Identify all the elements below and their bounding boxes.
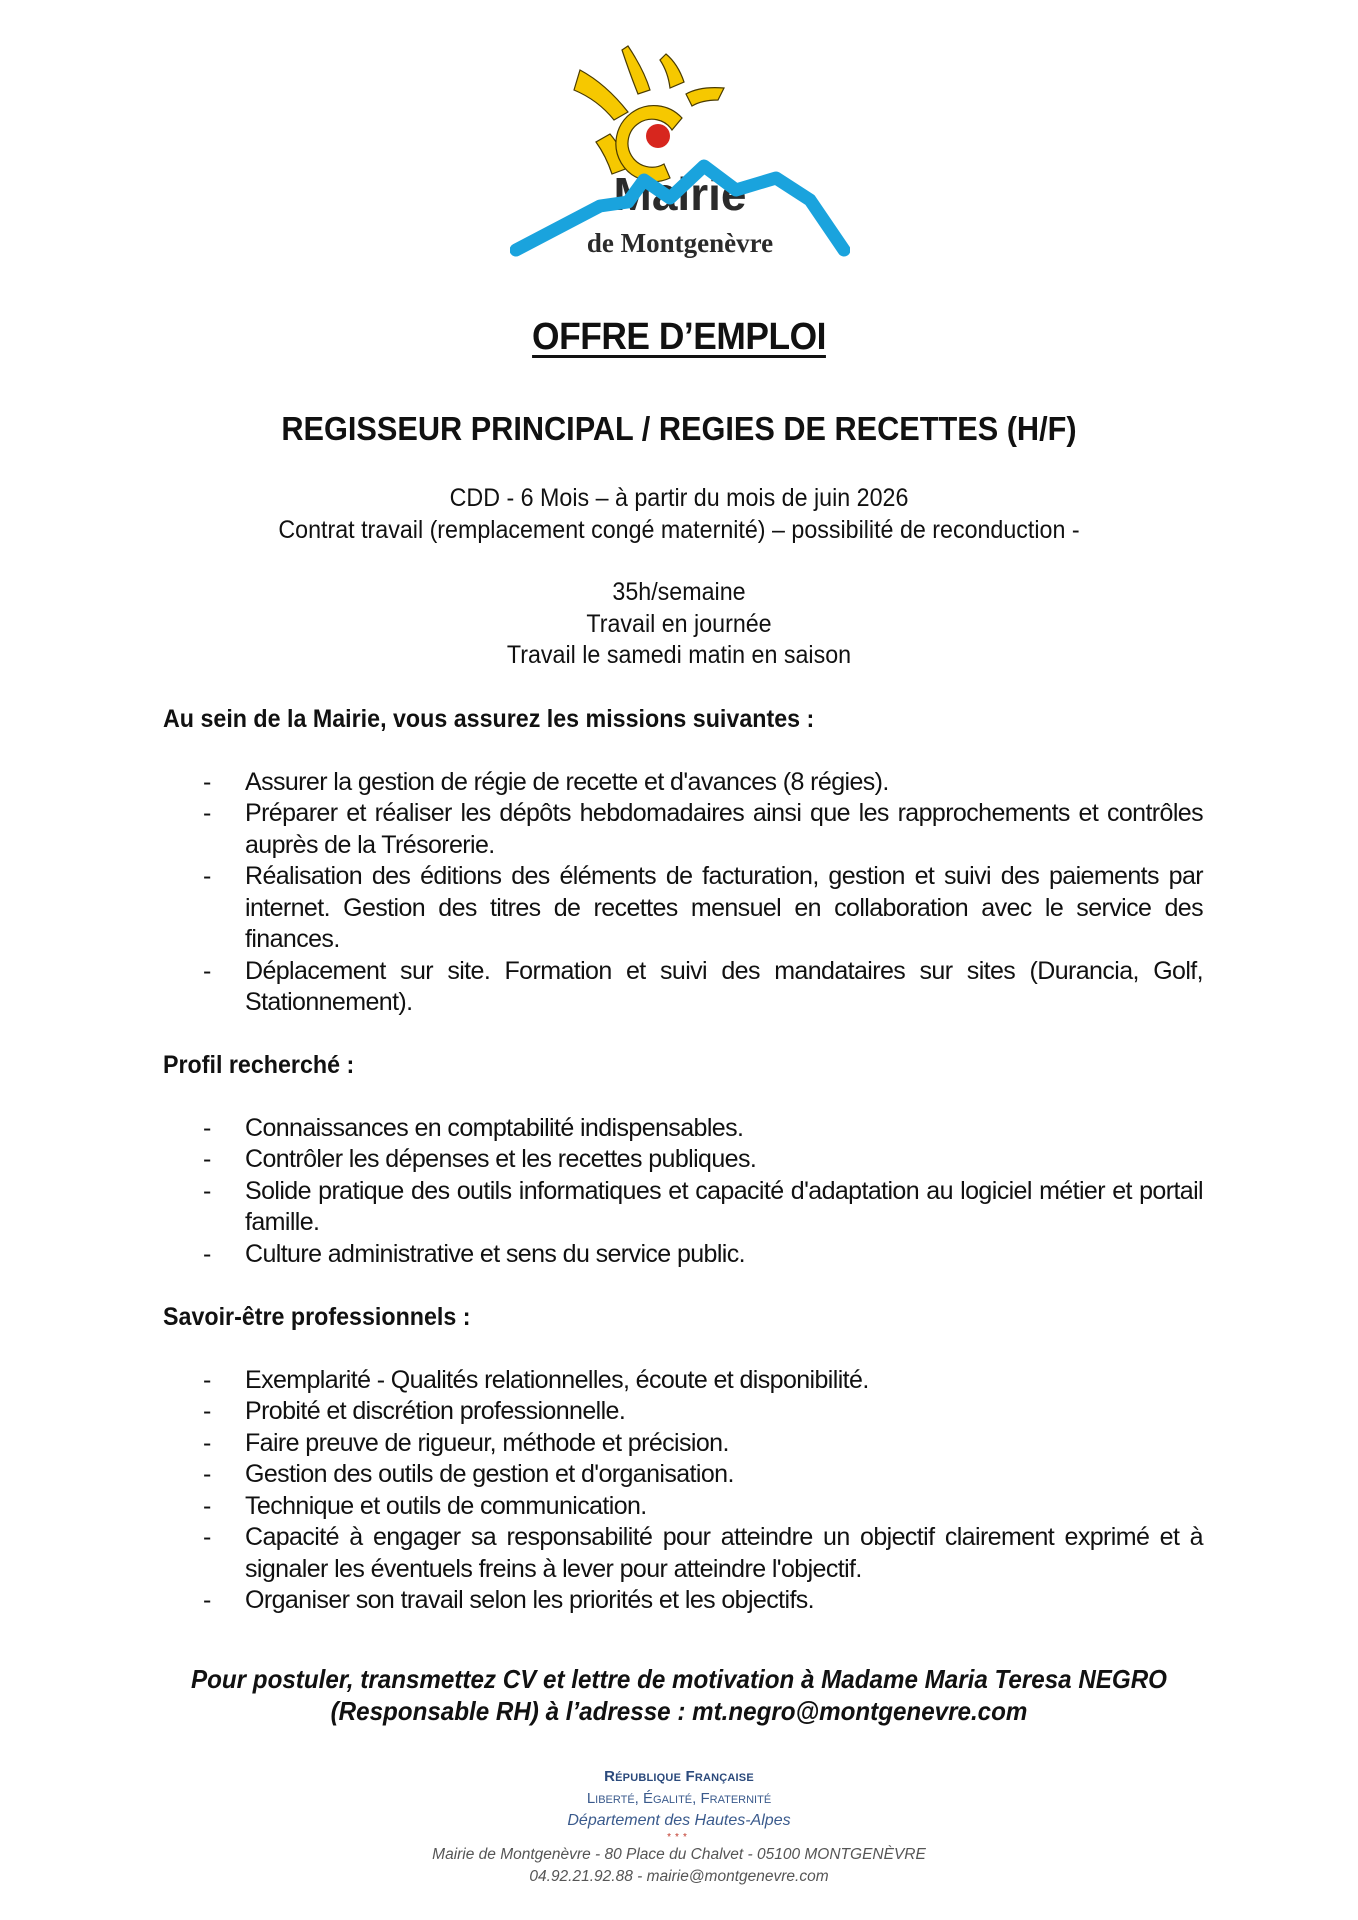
bullet-dash: - <box>203 799 211 827</box>
offer-title: OFFRE D’EMPLOI <box>532 316 826 358</box>
schedule-line: 35h/semaine <box>612 578 746 606</box>
soft-skills-heading: Savoir-être professionnels : <box>163 1303 471 1331</box>
list-item: - Probité et discrétion professionnelle. <box>163 1396 1203 1428</box>
mairie-address: Mairie de Montgenèvre - 80 Place du Chalvet - 05100 MONTGENÈVRE <box>432 1846 926 1863</box>
list-item: - Capacité à engager sa responsabilité pour atteindre un objectif clairement exprimé et à signaler les éventuels freins à lever pour atteindre l'objectif. <box>203 1523 1203 1583</box>
contract-info <box>0 483 1358 546</box>
missions-section <box>163 704 1203 1019</box>
missions-list <box>163 767 1203 1019</box>
bullet-dash: - <box>203 862 211 890</box>
list-item: - Faire preuve de rigueur, méthode et précision. <box>163 1428 1203 1460</box>
department-name: Département des Hautes-Alpes <box>567 1812 791 1829</box>
position-title: REGISSEUR PRINCIPAL / REGIES DE RECETTES (H/F) <box>281 410 1077 447</box>
list-item: - Gestion des outils de gestion et d'organisation. <box>163 1459 1203 1491</box>
schedule-line: Travail le samedi matin en saison <box>506 641 852 669</box>
profile-list <box>163 1113 1203 1271</box>
bullet-dash: - <box>203 1428 211 1457</box>
bullet-dash: - <box>203 1239 211 1268</box>
list-item: - Technique et outils de communication. <box>163 1491 1203 1523</box>
list-item: - Connaissances en comptabilité indispensables. <box>163 1113 1203 1145</box>
page-title <box>48 315 1311 359</box>
bullet-dash: - <box>203 767 211 796</box>
mairie-logo <box>510 38 850 278</box>
bullet-dash: - <box>203 1523 211 1551</box>
missions-heading: Au sein de la Mairie, vous assurez les missions suivantes : <box>163 705 815 733</box>
bullet-dash: - <box>203 956 211 985</box>
list-item: - Assurer la gestion de régie de recette et d'avances (8 régies). <box>163 767 1203 799</box>
bullet-dash: - <box>203 1145 211 1173</box>
profile-heading: Profil recherché : <box>163 1051 355 1079</box>
mairie-email-link[interactable]: mairie@montgenevre.com <box>646 1868 829 1885</box>
contract-line: CDD - 6 Mois – à partir du mois de juin 2026 <box>449 484 909 512</box>
bullet-dash: - <box>203 1365 211 1394</box>
phone-number: 04.92.21.92.88 <box>529 1868 633 1885</box>
list-item: - Préparer et réaliser les dépôts hebdomadaires ainsi que les rapprochements et contrôles auprès de la Trésorerie. <box>203 799 1203 859</box>
stars-icon: *** <box>667 1832 691 1843</box>
profile-section <box>163 1050 1203 1270</box>
mairie-contact: 04.92.21.92.88 - mairie@montgenevre.com <box>529 1868 829 1885</box>
list-item: - Solide pratique des outils informatiques et capacité d'adaptation au logiciel métier et portail famille. <box>203 1176 1203 1236</box>
bullet-dash: - <box>203 1176 211 1205</box>
contract-line: Contrat travail (remplacement congé maternité) – possibilité de reconduction - <box>278 515 1080 544</box>
bullet-dash: - <box>203 1113 211 1142</box>
sun-mountain-logo-icon <box>510 38 850 278</box>
list-item: - Contrôler les dépenses et les recettes publiques. <box>163 1144 1203 1176</box>
bullet-dash: - <box>203 1491 211 1520</box>
bullet-dash: - <box>203 1397 211 1425</box>
bullet-dash: - <box>203 1460 211 1488</box>
schedule-info <box>0 577 1358 672</box>
svg-text:de Montgenèvre: de Montgenèvre <box>586 228 774 258</box>
apply-line: Pour postuler, transmettez CV et lettre de motivation à Madame Maria Teresa NEGRO <box>191 1664 1167 1694</box>
list-item: - Organiser son travail selon les priorités et les objectifs. <box>163 1585 1203 1617</box>
list-item: - Exemplarité - Qualités relationnelles, écoute et disponibilité. <box>163 1365 1203 1397</box>
application-instructions <box>0 1663 1358 1727</box>
svg-text:Mairie: Mairie <box>613 168 747 220</box>
list-item: - Déplacement sur site. Formation et suivi des mandataires sur sites (Durancia, Golf, Stationnement). <box>203 956 1203 1016</box>
schedule-line: Travail en journée <box>586 609 772 638</box>
hr-email-link[interactable]: mt.negro@montgenevre.com <box>692 1696 1028 1726</box>
list-item: - Culture administrative et sens du service public. <box>163 1239 1203 1271</box>
republic-title: République Française <box>604 1768 754 1785</box>
republic-motto: Liberté, Égalité, Fraternité <box>586 1790 772 1807</box>
footer <box>0 1766 1358 1888</box>
apply-line: (Responsable RH) à l’adresse : mt.negro@montgenevre.com <box>330 1696 1028 1726</box>
soft-skills-list <box>163 1365 1203 1617</box>
soft-skills-section <box>163 1302 1203 1617</box>
list-item: - Réalisation des éditions des éléments de facturation, gestion et suivi des paiements par internet. Gestion des titres de recettes mensuel en collaboration avec le service des finances. <box>203 862 1203 953</box>
bullet-dash: - <box>203 1586 211 1614</box>
